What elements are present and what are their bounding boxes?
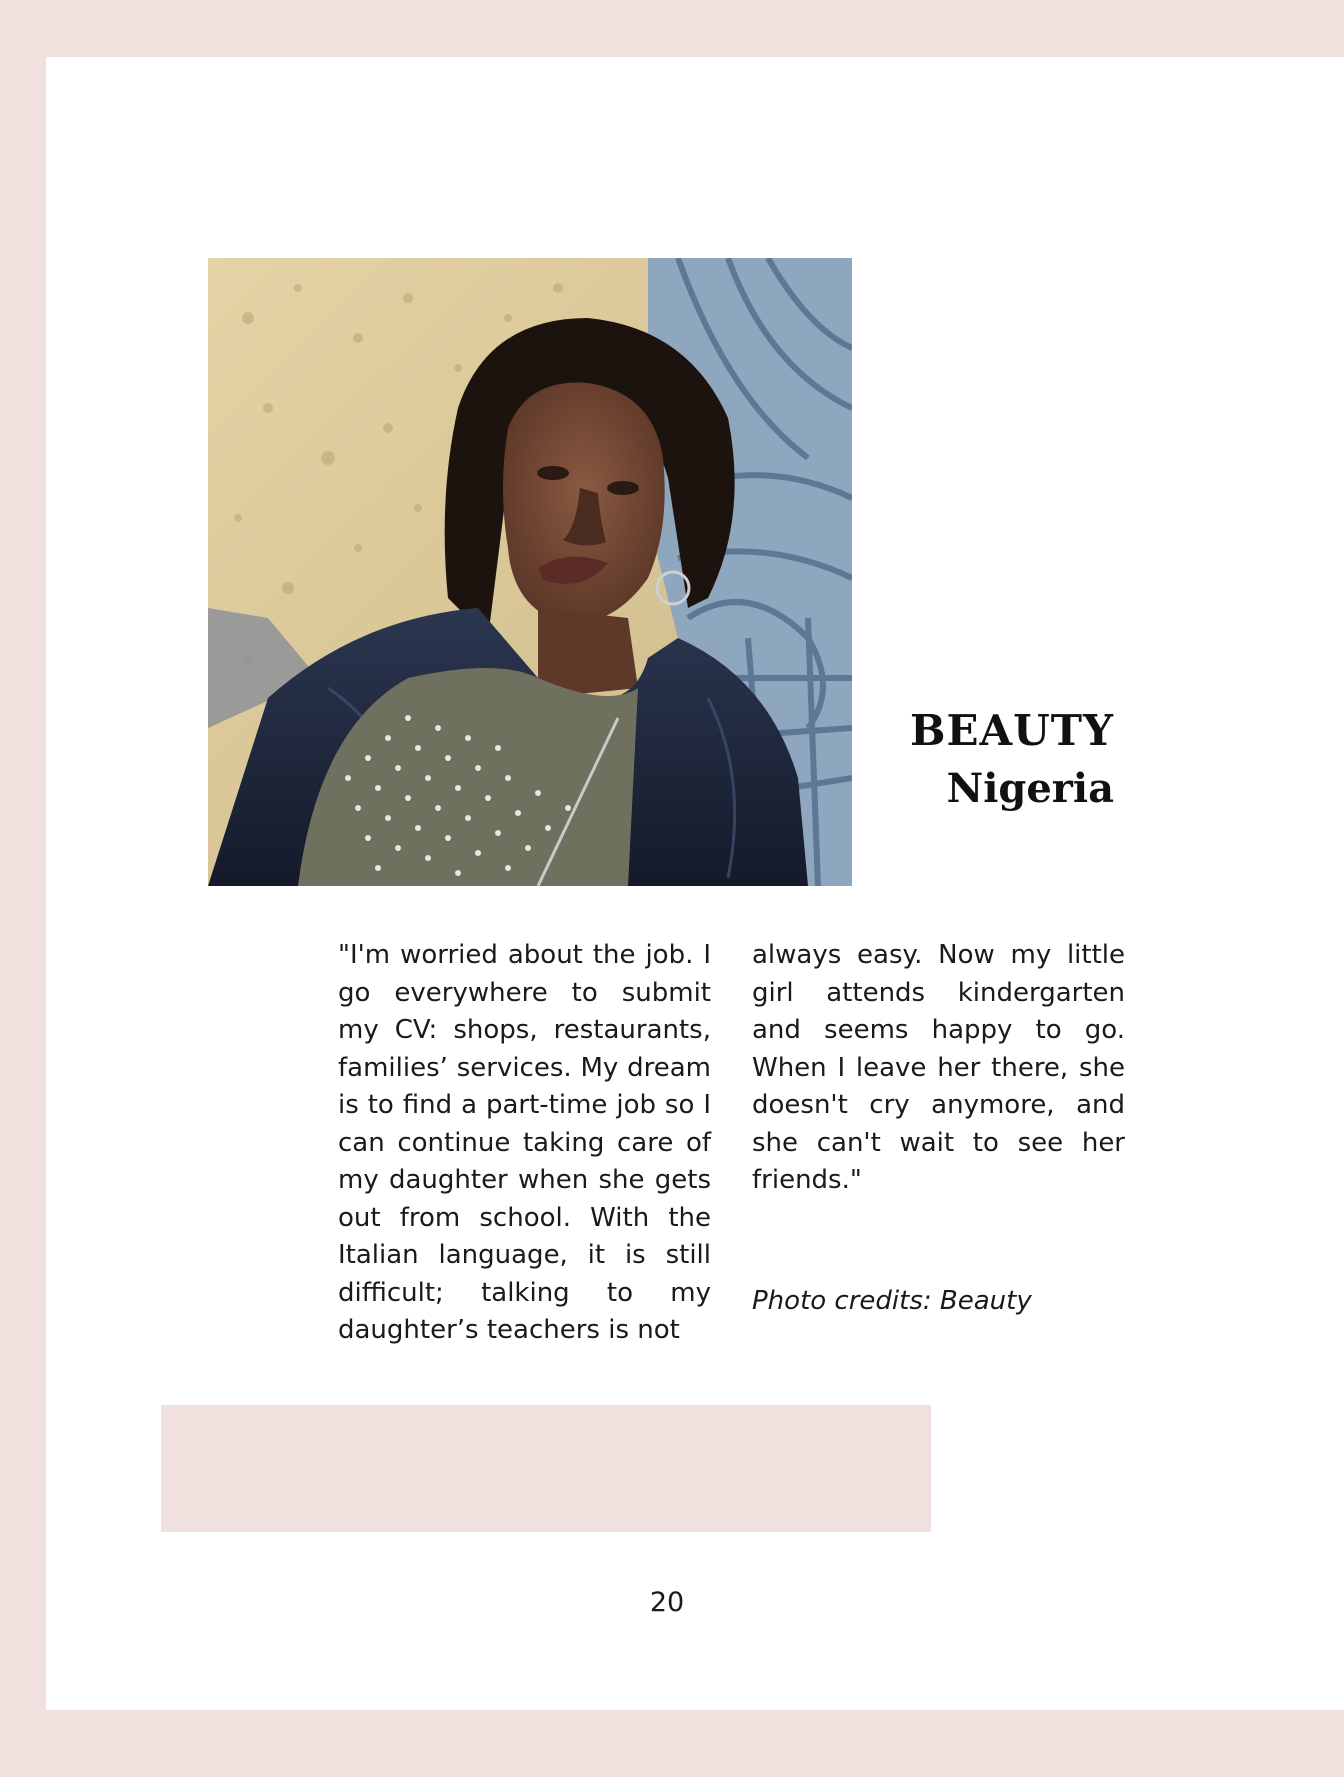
portrait-photo	[208, 258, 852, 886]
profile-name: BEAUTY	[910, 706, 1114, 755]
quote-column-1: "I'm worried about the job. I go everywhere to submit my CV: shops, restaurants, families’ services. My dream is to find a part-time job so I can continue taking care of my daughter when she gets out from school. With the Italian language, it is still difficult; talking to my daughter’s teachers is not	[338, 940, 711, 1345]
photo-credits: Photo credits: Beauty	[752, 1286, 1032, 1316]
quote-column-2: always easy. Now my little girl attends kindergarten and seems happy to go. When I leave her there, she doesn't cry anymore, and she can't wait to see her friends."	[752, 940, 1125, 1195]
profile-country: Nigeria	[946, 765, 1114, 812]
document-page	[46, 57, 1344, 1710]
profile-heading	[910, 702, 1114, 818]
page-number: 20	[649, 1587, 685, 1618]
portrait-illustration	[208, 258, 852, 886]
decorative-band	[161, 1405, 931, 1532]
